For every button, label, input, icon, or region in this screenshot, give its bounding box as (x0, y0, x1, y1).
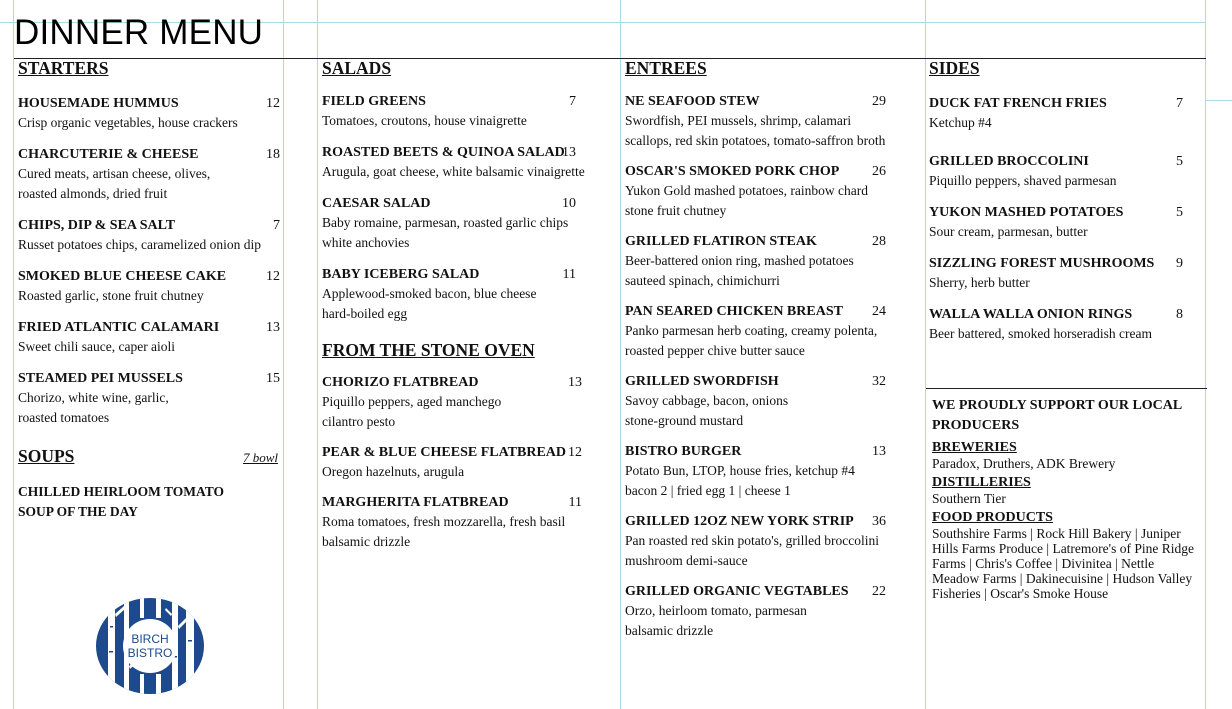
menu-item (18, 370, 282, 428)
menu-item-description: Orzo, heirloom tomato, parmesan (625, 603, 807, 618)
menu-item (625, 583, 923, 641)
menu-item-name: CAESAR SALAD (322, 196, 431, 211)
menu-item-description: Beer battered, smoked horseradish cream (929, 326, 1153, 341)
menu-item-name: STEAMED PEI MUSSELS (18, 371, 183, 386)
entrees-list (625, 93, 923, 641)
menu-item-name: WALLA WALLA ONION RINGS (929, 307, 1133, 322)
menu-item-price: 32 (872, 374, 886, 389)
menu-item (625, 163, 923, 221)
menu-item-price: 12 (266, 269, 280, 284)
menu-item-description: Roasted garlic, stone fruit chutney (18, 288, 204, 303)
menu-item-description: roasted almonds, dried fruit (18, 186, 168, 201)
menu-item-name: BISTRO BURGER (625, 444, 742, 459)
distilleries-label: DISTILLERIES (932, 475, 1031, 490)
menu-item-description: Beer-battered onion ring, mashed potatoes (625, 253, 854, 268)
breweries-label: BREWERIES (932, 440, 1017, 455)
soups-list (18, 482, 282, 522)
menu-item-name: FIELD GREENS (322, 94, 426, 109)
menu-item-price: 28 (872, 234, 886, 249)
menu-item-name: PEAR & BLUE CHEESE FLATBREAD (322, 445, 567, 460)
guide-line (13, 0, 14, 709)
menu-item-description: Arugula, goat cheese, white balsamic vinaigrette (322, 164, 585, 179)
menu-item-name: CHARCUTERIE & CHEESE (18, 147, 199, 162)
menu-item (18, 217, 282, 255)
menu-item-description: Yukon Gold mashed potatoes, rainbow chard (625, 183, 868, 198)
menu-item-description: Panko parmesan herb coating, creamy polenta, (625, 323, 878, 338)
menu-item-description: Piquillo peppers, aged manchego (322, 394, 502, 409)
menu-item-price: 24 (872, 304, 886, 319)
soup-line: SOUP OF THE DAY (18, 504, 138, 519)
menu-item (929, 255, 1205, 293)
menu-item (929, 204, 1205, 242)
guide-line (1205, 100, 1232, 101)
menu-item (322, 195, 618, 253)
menu-item-description: hard-boiled egg (322, 306, 408, 321)
guide-line (317, 0, 318, 709)
menu-item-name: DUCK FAT FRENCH FRIES (929, 96, 1107, 111)
menu-item (625, 233, 923, 291)
menu-item (18, 319, 282, 357)
menu-item-price: 11 (562, 267, 576, 282)
guide-line (283, 0, 284, 709)
menu-item (625, 303, 923, 361)
menu-item-price: 26 (872, 164, 886, 179)
menu-item (625, 513, 923, 571)
menu-item-name: PAN SEARED CHICKEN BREAST (625, 304, 843, 319)
menu-item-name: GRILLED 12OZ NEW YORK STRIP (625, 514, 854, 529)
menu-item (929, 95, 1205, 133)
menu-item-name: MARGHERITA FLATBREAD (322, 495, 509, 510)
menu-item-description: white anchovies (322, 235, 410, 250)
menu-item-description: Baby romaine, parmesan, roasted garlic chips (322, 215, 569, 230)
menu-item-name: ROASTED BEETS & QUINOA SALAD (322, 145, 565, 160)
guide-line (925, 0, 926, 709)
distilleries-list: Southern Tier (932, 491, 1006, 506)
menu-item-price: 9 (1176, 256, 1183, 271)
soups-header (18, 446, 278, 468)
menu-item-price: 5 (1176, 205, 1183, 220)
menu-item-name: FRIED ATLANTIC CALAMARI (18, 320, 220, 335)
menu-item-description: balsamic drizzle (625, 623, 714, 638)
sides-heading: SIDES (929, 58, 980, 78)
salads-heading: SALADS (322, 58, 392, 78)
menu-item-description: Sherry, herb butter (929, 275, 1030, 290)
menu-item-price: 11 (568, 495, 582, 510)
guide-line (1205, 0, 1206, 709)
menu-item-description: sauteed spinach, chimichurri (625, 273, 780, 288)
menu-item (18, 95, 282, 133)
menu-item-description: stone-ground mustard (625, 413, 744, 428)
menu-item-description: Ketchup #4 (929, 115, 992, 130)
food-products-label: FOOD PRODUCTS (932, 510, 1053, 525)
menu-item-description: Sour cream, parmesan, butter (929, 224, 1088, 239)
logo-text: BIRCH (131, 632, 169, 646)
menu-item-name: GRILLED SWORDFISH (625, 374, 779, 389)
menu-item-name: CHIPS, DIP & SEA SALT (18, 218, 176, 233)
sides-list (929, 95, 1205, 344)
menu-item-description: Oregon hazelnuts, arugula (322, 464, 465, 479)
menu-item-description: cilantro pesto (322, 414, 396, 429)
menu-item (929, 306, 1205, 344)
menu-item (625, 373, 923, 431)
salads-list (322, 93, 618, 324)
menu-item-description: Cured meats, artisan cheese, olives, (18, 166, 211, 181)
menu-item (322, 266, 618, 324)
menu-item-description: balsamic drizzle (322, 534, 411, 549)
menu-item-price: 13 (568, 375, 582, 390)
menu-item-description: Savoy cabbage, bacon, onions (625, 393, 789, 408)
menu-item-name: YUKON MASHED POTATOES (929, 205, 1124, 220)
menu-item (18, 146, 282, 204)
menu-item (929, 153, 1205, 191)
menu-item-price: 12 (266, 96, 280, 111)
local-producers-section (932, 396, 1204, 601)
menu-item (18, 268, 282, 306)
support-divider (926, 388, 1207, 389)
menu-item-description: roasted tomatoes (18, 410, 110, 425)
stone-oven-list (322, 374, 618, 552)
guide-line (620, 0, 621, 709)
menu-item-price: 7 (569, 94, 576, 109)
menu-item-price: 13 (562, 145, 576, 160)
menu-item (322, 444, 618, 482)
menu-item-price: 22 (872, 584, 886, 599)
stone-oven-heading: FROM THE STONE OVEN (322, 340, 535, 360)
menu-item-description: bacon 2 | fried egg 1 | cheese 1 (625, 483, 791, 498)
starters-heading: STARTERS (18, 58, 109, 78)
soups-price-note: 7 bowl (242, 450, 278, 465)
menu-item-name: NE SEAFOOD STEW (625, 94, 760, 109)
menu-item-name: OSCAR'S SMOKED PORK CHOP (625, 164, 840, 179)
menu-item-description: Piquillo peppers, shaved parmesan (929, 173, 1117, 188)
menu-item-description: Tomatoes, croutons, house vinaigrette (322, 113, 527, 128)
menu-item-description: Applewood-smoked bacon, blue cheese (322, 286, 537, 301)
soups-heading: SOUPS (18, 446, 75, 466)
menu-item-description: Russet potatoes chips, caramelized onion dip (18, 237, 261, 252)
menu-item-price: 5 (1176, 154, 1183, 169)
menu-item (322, 144, 618, 182)
menu-item-description: mushroom demi-sauce (625, 553, 748, 568)
menu-item-description: Crisp organic vegetables, house crackers (18, 115, 238, 130)
menu-item (322, 93, 618, 131)
menu-item-description: Potato Bun, LTOP, house fries, ketchup #4 (625, 463, 855, 478)
birch-tree-logo-icon (94, 596, 206, 696)
menu-item-description: Sweet chili sauce, caper aioli (18, 339, 176, 354)
logo-text: BISTRO (127, 646, 173, 660)
entrees-heading: ENTREES (625, 58, 707, 78)
menu-item-price: 10 (562, 196, 576, 211)
menu-item-price: 8 (1176, 307, 1183, 322)
menu-item (322, 494, 618, 552)
soup-line: CHILLED HEIRLOOM TOMATO (18, 484, 225, 499)
menu-item-name: SMOKED BLUE CHEESE CAKE (18, 269, 227, 284)
support-heading: WE PROUDLY SUPPORT OUR LOCAL PRODUCERS (932, 398, 1182, 433)
menu-item-description: Chorizo, white wine, garlic, (18, 390, 169, 405)
menu-item-price: 7 (273, 218, 280, 233)
menu-item-price: 15 (266, 371, 280, 386)
menu-item-price: 12 (568, 445, 582, 460)
menu-item-name: SIZZLING FOREST MUSHROOMS (929, 256, 1155, 271)
menu-item-price: 13 (266, 320, 280, 335)
menu-item-description: stone fruit chutney (625, 203, 727, 218)
menu-item-price: 18 (266, 147, 280, 162)
menu-item-description: roasted pepper chive butter sauce (625, 343, 805, 358)
menu-item-description: Roma tomatoes, fresh mozzarella, fresh basil (322, 514, 566, 529)
food-products-list: Southshire Farms | Rock Hill Bakery | Juniper Hills Farms Produce | Latremore's of Pine Ridge Farms | Chris's Coffee | Divinitea | Nettle Meadow Farms | Dakinecuisine | Hudson Valley Fisheries | Oscar's Smoke House (932, 526, 1194, 601)
menu-item-name: BABY ICEBERG SALAD (322, 267, 480, 282)
menu-item (625, 93, 923, 151)
menu-item-price: 13 (872, 444, 886, 459)
salads-column (322, 58, 618, 552)
menu-item-price: 29 (872, 94, 886, 109)
menu-item-name: GRILLED FLATIRON STEAK (625, 234, 817, 249)
page-title: DINNER MENU (14, 13, 264, 52)
menu-item-name: HOUSEMADE HUMMUS (18, 96, 179, 111)
starters-list (18, 95, 282, 428)
menu-item-description: Swordfish, PEI mussels, shrimp, calamari (625, 113, 852, 128)
menu-item-price: 7 (1176, 96, 1183, 111)
menu-item-name: GRILLED BROCCOLINI (929, 154, 1089, 169)
breweries-list: Paradox, Druthers, ADK Brewery (932, 456, 1116, 471)
menu-item-price: 36 (872, 514, 886, 529)
menu-item-description: Pan roasted red skin potato's, grilled broccolini (625, 533, 880, 548)
starters-column (18, 58, 282, 522)
menu-item-name: GRILLED ORGANIC VEGTABLES (625, 584, 849, 599)
menu-item-name: CHORIZO FLATBREAD (322, 375, 479, 390)
sides-column (929, 58, 1205, 344)
menu-item-description: scallops, red skin potatoes, tomato-saffron broth (625, 133, 886, 148)
entrees-column (625, 58, 923, 641)
menu-item (322, 374, 618, 432)
menu-item (625, 443, 923, 501)
